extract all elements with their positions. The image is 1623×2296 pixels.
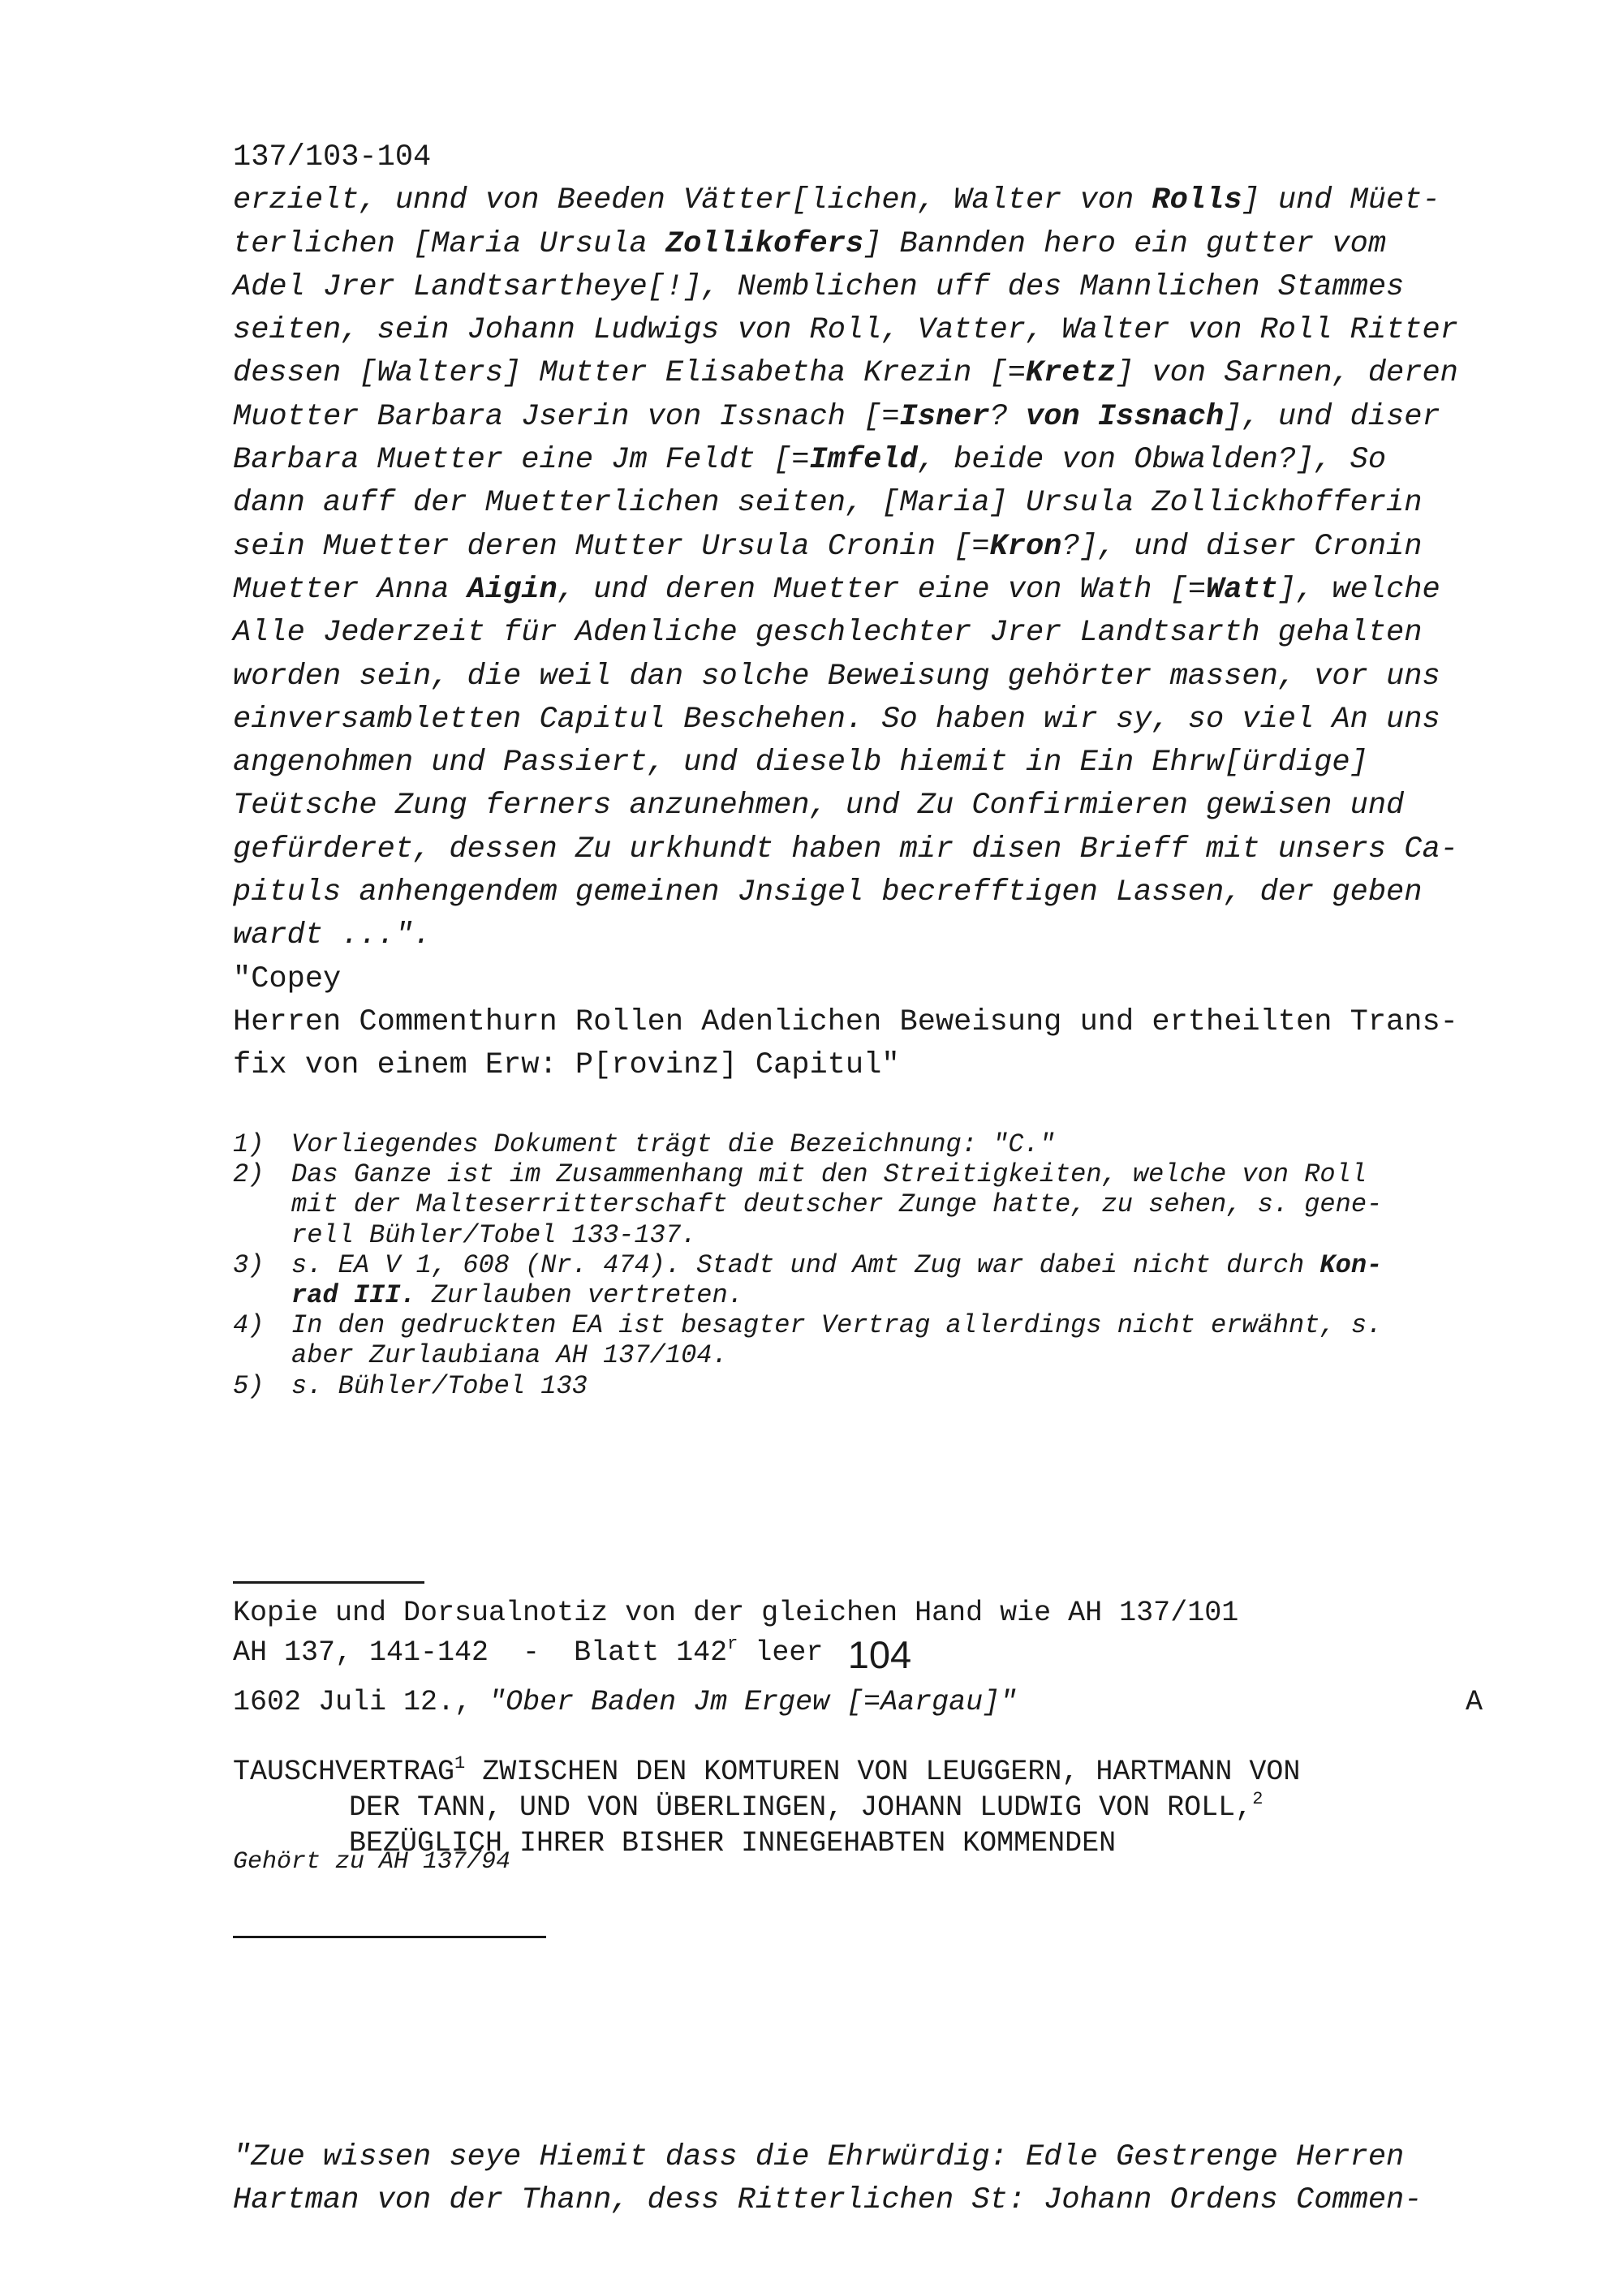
footnote-continuation bbox=[233, 1220, 1483, 1250]
text-run: ?], und diser Cronin bbox=[1061, 529, 1423, 564]
body-line bbox=[233, 526, 1483, 569]
title-line-1 bbox=[233, 1754, 1499, 1790]
text-run: Alle Jederzeit für Adenliche geschlechter Jrer Landtsarth gehalten bbox=[233, 616, 1423, 651]
bold-name: Isner bbox=[899, 399, 990, 434]
section-place: "Ober Baden Jm Ergew [=Aargau]" bbox=[489, 1686, 1018, 1718]
footnote-continuation bbox=[233, 1280, 1483, 1310]
text-run: erzielt, unnd von Beeden Vätter[lichen, Walter von bbox=[233, 183, 1152, 218]
footnote-ref-2: 2 bbox=[1252, 1789, 1264, 1809]
text-run: aber Zurlaubiana AH 137/104. bbox=[291, 1340, 728, 1371]
bold-name: rad III. bbox=[291, 1280, 416, 1311]
text-run: ], und diser bbox=[1224, 399, 1440, 434]
text-run: ], welche bbox=[1277, 572, 1440, 607]
bold-name: Kretz bbox=[1025, 356, 1116, 391]
source-note bbox=[233, 1636, 823, 1669]
body-text bbox=[233, 179, 1483, 1087]
section-date: 1602 Juli 12., bbox=[233, 1686, 489, 1718]
source-note-prefix: AH 137, 141-142 - Blatt 142 bbox=[233, 1636, 728, 1669]
body-line bbox=[233, 742, 1483, 785]
text-run: Muotter Barbara Jserin von Issnach [= bbox=[233, 399, 900, 434]
footnote-text bbox=[291, 1371, 588, 1401]
bold-name: Rolls bbox=[1152, 183, 1242, 218]
source-note-suffix: leer bbox=[738, 1636, 824, 1669]
text-run: Herren Commenthurn Rollen Adenlichen Beweisung und ertheilten Trans- bbox=[233, 1004, 1458, 1039]
belongs-to-note: Gehört zu AH 137/94 bbox=[233, 1848, 511, 1876]
body-line bbox=[233, 179, 1483, 222]
bold-name: Aigin bbox=[467, 572, 558, 607]
quote-line-2: Hartman von der Thann, dess Ritterlichen St: Johann Ordens Commen- bbox=[233, 2183, 1423, 2218]
title-line-3: BEZÜGLICH IHRER BISHER INNEGEHABTEN KOMMENDEN bbox=[349, 1827, 1117, 1860]
body-line bbox=[233, 482, 1483, 525]
text-run: sein Muetter deren Mutter Ursula Cronin [= bbox=[233, 529, 990, 564]
text-run: terlichen [Maria Ursula bbox=[233, 226, 665, 261]
section-title bbox=[233, 1754, 1499, 1861]
footnote-text bbox=[291, 1129, 1055, 1159]
footnote-number: 3) bbox=[233, 1249, 265, 1280]
body-line bbox=[233, 266, 1483, 309]
footnote-4 bbox=[233, 1310, 1483, 1340]
text-run: Adel Jrer Landtsartheye[!], Nemblichen uff des Mannlichen Stammes bbox=[233, 269, 1405, 304]
footnote-5 bbox=[233, 1371, 1483, 1401]
footnote-3 bbox=[233, 1250, 1483, 1280]
footnote-continuation bbox=[233, 1340, 1483, 1370]
footnotes bbox=[233, 1129, 1483, 1401]
text-run: Muetter Anna bbox=[233, 572, 467, 607]
body-line bbox=[233, 223, 1483, 266]
bold-name: von Issnach bbox=[1026, 399, 1225, 434]
text-run: In den gedruckten EA ist besagter Vertrag allerdings nicht erwähnt, s. bbox=[291, 1310, 1383, 1341]
quote-text bbox=[233, 2136, 1483, 2223]
text-run: worden sein, die weil dan solche Beweisung gehörter massen, vor uns bbox=[233, 659, 1440, 694]
footnote-1 bbox=[233, 1129, 1483, 1159]
text-run: rell Bühler/Tobel 133-137. bbox=[291, 1219, 697, 1250]
body-line bbox=[233, 699, 1483, 742]
date-line bbox=[233, 1686, 1483, 1718]
body-line bbox=[233, 612, 1483, 655]
text-run: angenohmen und Passiert, und dieselb hiemit in Ein Ehrw[ürdige] bbox=[233, 746, 1368, 780]
body-line bbox=[233, 656, 1483, 699]
title-line-2-text: DER TANN, UND VON ÜBERLINGEN, JOHANN LUDWIG VON ROLL, bbox=[349, 1791, 1253, 1824]
footnote-2 bbox=[233, 1159, 1483, 1189]
body-line bbox=[233, 828, 1483, 871]
footnote-text bbox=[291, 1159, 1367, 1189]
text-run: wardt ...". bbox=[233, 918, 432, 953]
text-run: ] von Sarnen, deren bbox=[1116, 356, 1458, 391]
footnote-continuation bbox=[233, 1189, 1483, 1219]
text-run: gefürderet, dessen Zu urkhundt haben mir disen Brieff mit unsers Ca- bbox=[233, 832, 1458, 866]
body-line bbox=[233, 958, 1483, 1001]
footnote-text bbox=[291, 1250, 1382, 1280]
bold-name: Watt bbox=[1206, 572, 1278, 607]
title-line-2 bbox=[233, 1790, 1499, 1825]
footnote-number: 4) bbox=[233, 1310, 265, 1341]
text-run: s. Bühler/Tobel 133 bbox=[291, 1370, 588, 1401]
section-letter: A bbox=[1465, 1686, 1483, 1718]
text-run: einversambletten Capitul Beschehen. So haben wir sy, so viel An uns bbox=[233, 702, 1440, 737]
body-line bbox=[233, 309, 1483, 352]
body-line bbox=[233, 1001, 1483, 1044]
text-run: , und deren Muetter eine von Wath [= bbox=[557, 572, 1207, 607]
body-line bbox=[233, 396, 1483, 439]
text-run: s. EA V 1, 608 (Nr. 474). Stadt und Amt Zug war dabei nicht durch bbox=[291, 1249, 1320, 1280]
text-run: Teütsche Zung ferners anzunehmen, und Zu Confirmieren gewisen und bbox=[233, 789, 1405, 823]
source-note-sup: r bbox=[727, 1634, 738, 1654]
document-page bbox=[233, 136, 1483, 2218]
text-run: ] Bannden hero ein gutter vom bbox=[863, 226, 1387, 261]
bold-name: Kon- bbox=[1319, 1249, 1383, 1280]
body-line bbox=[233, 914, 1483, 957]
text-run: pituls anhengendem gemeinen Jnsigel becrefftigen Lassen, der geben bbox=[233, 875, 1423, 910]
bold-name: Imfeld bbox=[809, 443, 918, 478]
title-rest: ZWISCHEN DEN KOMTUREN VON LEUGGERN, HARTMANN VON bbox=[465, 1756, 1301, 1788]
text-run: seiten, sein Johann Ludwigs von Roll, Vatter, Walter von Roll Ritter bbox=[233, 313, 1458, 348]
footnote-number: 1) bbox=[233, 1129, 265, 1159]
footnote-divider bbox=[233, 1581, 424, 1584]
body-line bbox=[233, 569, 1483, 612]
text-run: Vorliegendes Dokument trägt die Bezeichnung: "C." bbox=[291, 1129, 1055, 1159]
copy-note: Kopie und Dorsualnotiz von der gleichen Hand wie AH 137/101 bbox=[233, 1597, 1239, 1629]
body-line bbox=[233, 871, 1483, 914]
footnote-number: 5) bbox=[233, 1370, 265, 1401]
body-line bbox=[233, 352, 1483, 395]
text-run: Barbara Muetter eine Jm Feldt [= bbox=[233, 443, 810, 478]
text-run: Zurlauben vertreten. bbox=[415, 1280, 743, 1311]
text-run: "Copey bbox=[233, 961, 342, 996]
text-run: ] und Müet- bbox=[1242, 183, 1440, 218]
bold-name: Zollikofers bbox=[665, 226, 864, 261]
section-divider bbox=[233, 1936, 546, 1938]
text-run: dessen [Walters] Mutter Elisabetha Krezin [= bbox=[233, 356, 1026, 391]
page-ref: 137/103-104 bbox=[233, 140, 432, 174]
title-word: TAUSCHVERTRAG bbox=[233, 1756, 455, 1788]
quote-line-1: "Zue wissen seye Hiemit dass die Ehrwürdig: Edle Gestrenge Herren bbox=[233, 2140, 1405, 2174]
text-run: Das Ganze ist im Zusammenhang mit den Streitigkeiten, welche von Roll bbox=[291, 1159, 1367, 1190]
footnote-text bbox=[291, 1310, 1382, 1340]
body-line bbox=[233, 1044, 1483, 1087]
footnote-ref-1: 1 bbox=[454, 1753, 466, 1774]
bold-name: Kron bbox=[989, 529, 1062, 564]
text-run: , beide von Obwalden?], So bbox=[917, 443, 1387, 478]
text-run: mit der Malteserritterschaft deutscher Zunge hatte, zu sehen, s. gene- bbox=[291, 1189, 1383, 1220]
body-line bbox=[233, 785, 1483, 828]
text-run: ? bbox=[989, 399, 1026, 434]
footnote-number: 2) bbox=[233, 1159, 265, 1190]
section-number: 104 bbox=[847, 1633, 912, 1676]
text-run: fix von einem Erw: P[rovinz] Capitul" bbox=[233, 1048, 900, 1083]
text-run: dann auff der Muetterlichen seiten, [Maria] Ursula Zollickhofferin bbox=[233, 486, 1423, 521]
body-line bbox=[233, 439, 1483, 482]
